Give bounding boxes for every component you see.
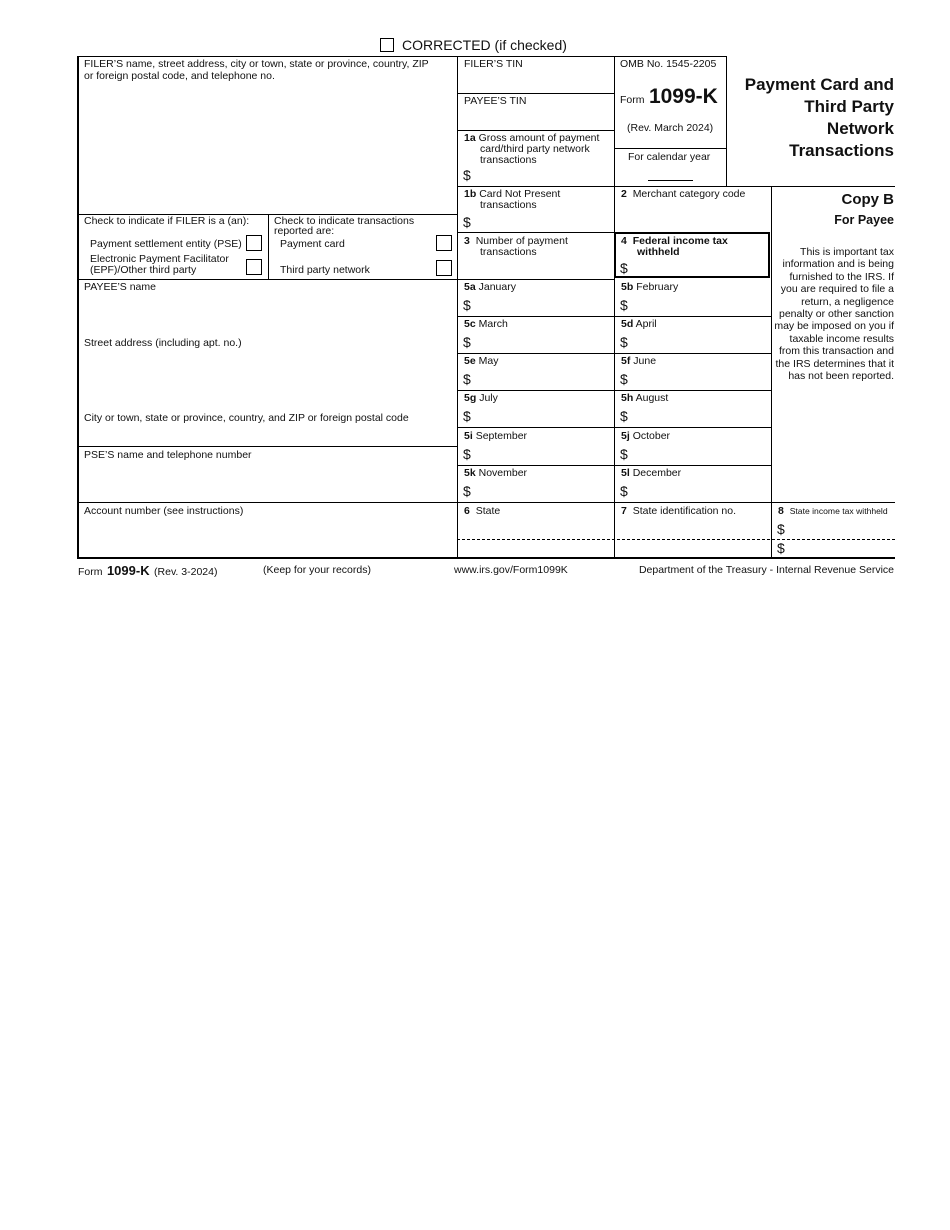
box5g-label: 5g July	[464, 392, 498, 404]
divider	[457, 427, 771, 428]
box5e-dollar: $	[463, 371, 471, 387]
box4-label: 4 Federal income tax	[621, 235, 728, 247]
box4-label-2: withheld	[637, 246, 680, 258]
box1a-field[interactable]	[476, 166, 610, 184]
box5k-dollar: $	[463, 483, 471, 499]
payee-name-field[interactable]	[84, 296, 452, 330]
form-border-left	[77, 56, 79, 558]
divider	[77, 279, 614, 280]
box3-field[interactable]	[462, 260, 610, 277]
box5c-label: 5c March	[464, 318, 508, 330]
corrected-label: CORRECTED (if checked)	[402, 37, 567, 53]
divider	[77, 446, 457, 447]
box5g-dollar: $	[463, 408, 471, 424]
pse-label: Payment settlement entity (PSE)	[90, 238, 242, 250]
box1b-dollar: $	[463, 214, 471, 230]
pse-name-label: PSE’S name and telephone number	[84, 449, 252, 461]
box5j-label: 5j October	[621, 430, 671, 442]
footer-keep: (Keep for your records)	[263, 564, 371, 576]
divider	[457, 539, 895, 540]
box7-label: 7 State identification no.	[621, 505, 737, 517]
box6-field-2[interactable]	[462, 541, 610, 556]
divider	[268, 214, 269, 279]
divider	[614, 56, 615, 558]
box5b-dollar: $	[620, 297, 628, 313]
payment-card-label: Payment card	[280, 238, 345, 250]
filer-name-field[interactable]	[84, 86, 452, 210]
box1b-field[interactable]	[476, 213, 610, 230]
divider	[614, 148, 727, 149]
form-border-bottom	[77, 557, 895, 559]
copy-b: Copy B	[841, 191, 894, 208]
divider	[457, 390, 771, 391]
box3-label: 3 Number of payment	[464, 235, 568, 247]
revision-date: (Rev. March 2024)	[627, 122, 714, 134]
box5l-field[interactable]	[633, 482, 767, 500]
payee-tin-field[interactable]	[462, 109, 610, 128]
filer-tin-label: FILER’S TIN	[464, 58, 523, 70]
box5d-label: 5d April	[621, 318, 657, 330]
box5h-field[interactable]	[633, 407, 767, 425]
box5i-dollar: $	[463, 446, 471, 462]
box5f-field[interactable]	[633, 370, 767, 388]
box2-field[interactable]	[619, 203, 767, 230]
box5h-label: 5h August	[621, 392, 669, 404]
city-label: City or town, state or province, country, and ZIP or foreign postal code	[84, 412, 409, 424]
box5f-dollar: $	[620, 371, 628, 387]
divider	[77, 56, 727, 57]
box5j-dollar: $	[620, 446, 628, 462]
filer-tin-field[interactable]	[462, 72, 610, 91]
box4-dollar: $	[620, 260, 628, 276]
box7-field-2[interactable]	[619, 541, 767, 556]
box5a-label: 5a January	[464, 281, 516, 293]
box5k-field[interactable]	[476, 482, 610, 500]
box5h-dollar: $	[620, 408, 628, 424]
divider	[457, 93, 614, 94]
box5i-label: 5i September	[464, 430, 528, 442]
pse-name-field[interactable]	[84, 464, 452, 499]
account-number-label: Account number (see instructions)	[84, 505, 244, 517]
epf-label-2: (EPF)/Other third party	[90, 264, 197, 276]
box5b-label: 5b February	[621, 281, 679, 293]
transaction-type-label: Check to indicate transactions	[274, 215, 415, 227]
footer-url[interactable]: www.irs.gov/Form1099K	[454, 564, 568, 576]
footer-form-label: Form 1099-K (Rev. 3-2024)	[78, 563, 218, 578]
epf-checkbox[interactable]	[246, 259, 262, 275]
footer-department: Department of the Treasury - Internal Revenue Service	[638, 564, 894, 576]
form-title: Payment Card and Third Party Network Transactions	[744, 75, 894, 160]
box5k-label: 5k November	[464, 467, 528, 479]
box5g-field[interactable]	[476, 407, 610, 425]
calendar-year-field[interactable]	[648, 166, 693, 180]
filer-name-label-2: or foreign postal code, and telephone no.	[84, 70, 275, 82]
street-address-label: Street address (including apt. no.)	[84, 337, 242, 349]
box8-field-1[interactable]	[790, 520, 894, 537]
box5c-dollar: $	[463, 334, 471, 350]
box5b-field[interactable]	[633, 296, 767, 314]
box5a-field[interactable]	[476, 296, 610, 314]
divider	[726, 56, 727, 187]
payee-name-label: PAYEE’S name	[84, 281, 156, 293]
corrected-checkbox[interactable]	[380, 38, 394, 52]
transaction-type-label-2: reported are:	[274, 225, 335, 237]
box4-field[interactable]	[634, 259, 766, 276]
third-party-label: Third party network	[280, 264, 370, 276]
box5f-label: 5f June	[621, 355, 657, 367]
divider	[77, 502, 895, 503]
box1a-label-2: card/third party network	[480, 143, 590, 155]
box1b-label-2: transactions	[480, 199, 537, 211]
box3-label-2: transactions	[480, 246, 537, 258]
box5a-dollar: $	[463, 297, 471, 313]
divider	[457, 56, 458, 558]
box1a-label: 1a Gross amount of payment	[464, 132, 600, 144]
pse-checkbox[interactable]	[246, 235, 262, 251]
filer-type-label: Check to indicate if FILER is a (an):	[84, 215, 250, 227]
box5e-label: 5e May	[464, 355, 499, 367]
divider	[457, 232, 614, 233]
calendar-year-line	[648, 180, 693, 181]
box1b-label: 1b Card Not Present	[464, 188, 561, 200]
box6-field-1[interactable]	[462, 520, 610, 537]
box1a-label-3: transactions	[480, 154, 537, 166]
divider	[457, 465, 771, 466]
account-number-field[interactable]	[84, 520, 452, 554]
box5l-label: 5l December	[621, 467, 682, 479]
payee-tin-label: PAYEE’S TIN	[464, 95, 527, 107]
payment-card-checkbox[interactable]	[436, 235, 452, 251]
box7-field-1[interactable]	[619, 520, 767, 537]
box5j-field[interactable]	[633, 445, 767, 463]
for-payee: For Payee	[834, 213, 894, 227]
divider	[457, 316, 771, 317]
third-party-checkbox[interactable]	[436, 260, 452, 276]
box8-field-2[interactable]	[790, 541, 894, 556]
box5c-field[interactable]	[476, 333, 610, 351]
epf-label: Electronic Payment Facilitator	[90, 253, 229, 265]
divider	[457, 186, 895, 187]
box8-dollar-1: $	[777, 521, 785, 537]
street-address-field[interactable]	[84, 352, 452, 406]
box8-label: 8 State income tax withheld	[778, 505, 888, 517]
box6-label: 6 State	[464, 505, 501, 517]
box2-label: 2 Merchant category code	[621, 188, 746, 200]
box5e-field[interactable]	[476, 370, 610, 388]
form-label: Form 1099-K	[620, 85, 718, 108]
calendar-year-label: For calendar year	[628, 151, 711, 163]
box5d-dollar: $	[620, 334, 628, 350]
box1a-dollar: $	[463, 167, 471, 183]
box5i-field[interactable]	[476, 445, 610, 463]
divider	[457, 130, 614, 131]
box5d-field[interactable]	[633, 333, 767, 351]
box5l-dollar: $	[620, 483, 628, 499]
filer-name-label: FILER’S name, street address, city or town, state or province, country, ZIP	[84, 58, 429, 70]
important-notice: This is important tax information and is being furnished to the IRS. If you are required to file a return, a negligence penalty or other sanction may be imposed on you if taxable income results from this transaction and the IRS determines that it has not been reported.	[774, 246, 894, 383]
box8-dollar-2: $	[777, 540, 785, 556]
city-field[interactable]	[84, 427, 452, 444]
omb-number: OMB No. 1545-2205	[620, 58, 717, 70]
divider	[457, 353, 771, 354]
